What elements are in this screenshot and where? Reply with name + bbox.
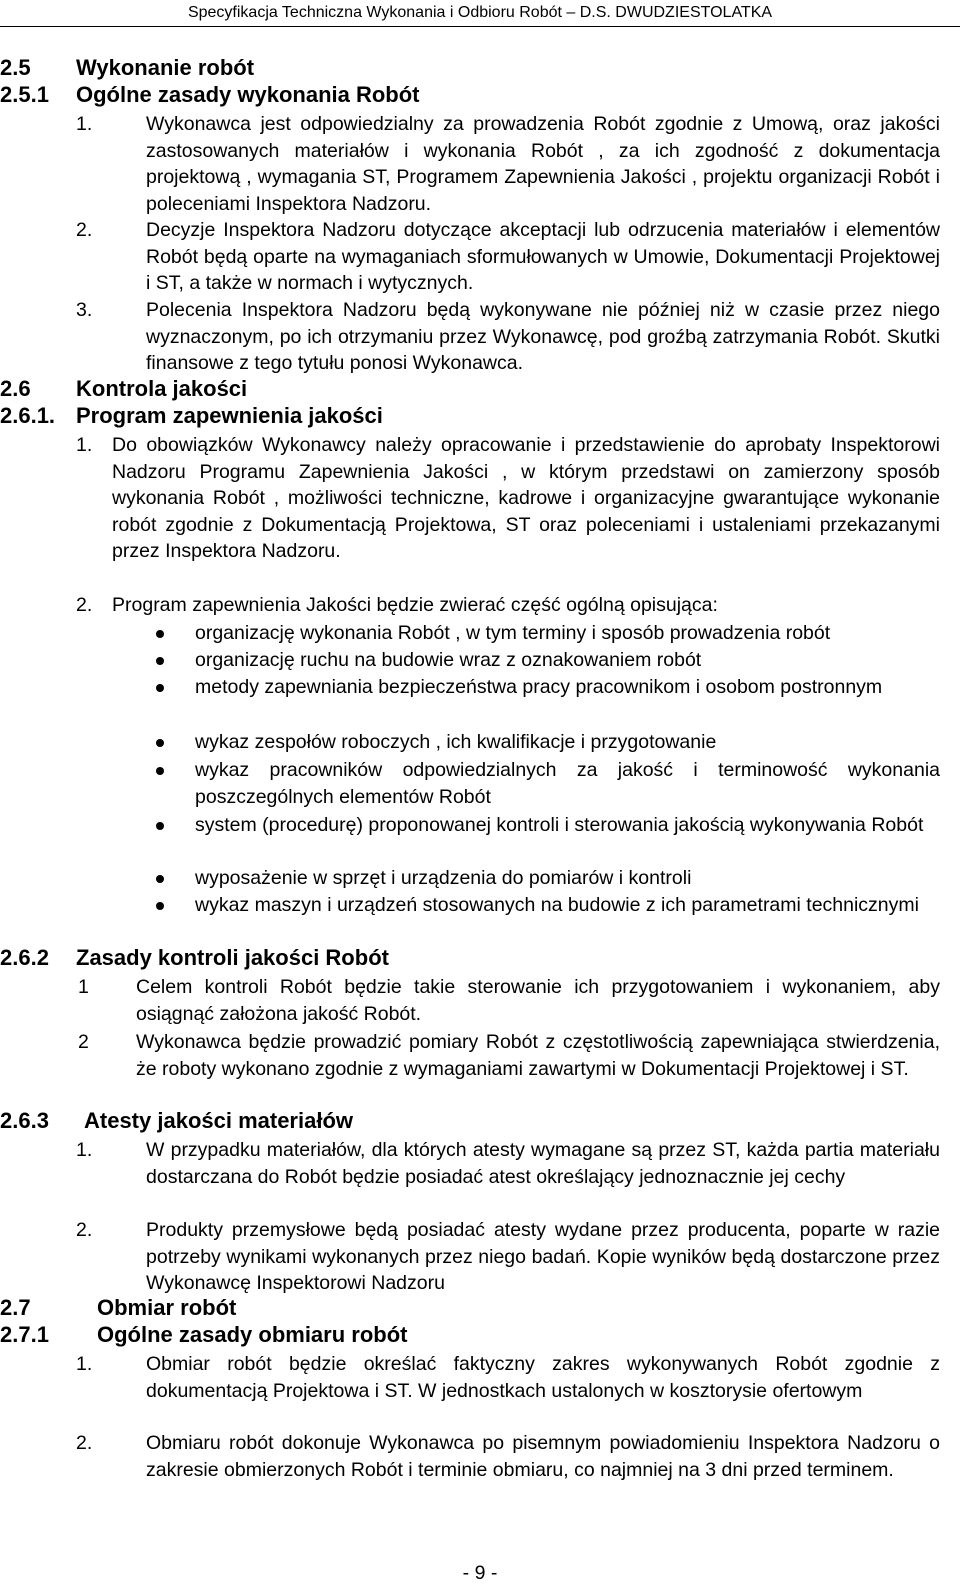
page-number: - 9 - [462, 1562, 498, 1584]
item-number: 1 [78, 976, 89, 998]
item-number: 1. [76, 1139, 93, 1161]
list-item [76, 1430, 940, 1510]
item-text: Wykonawca będzie prowadzić pomiary Robót z częstotliwością zapewniająca stwierdzenia, że roboty wykonano zgodnie z wymaganiami zawartymi w Dokumentacji Projektowej i ST. [136, 1031, 940, 1080]
bullet-text: wykaz zespołów roboczych , ich kwalifikacje i przygotowanie [195, 731, 717, 753]
item-number: 2 [78, 1031, 89, 1053]
list-item [76, 592, 940, 619]
heading-title: Ogólne zasady wykonania Robót [76, 82, 420, 107]
item-text: W przypadku materiałów, dla których atesty wymagane są przez ST, każda partia materiału dostarczana do Robót będzie posiadać atest określający jednoznacznie jej cechy [146, 1139, 940, 1188]
item-text: Do obowiązków Wykonawcy należy opracowanie i przedstawienie do aprobaty Inspektorowi Nadzoru Programu Zapewnienia Jakości , w którym przedstawi on zamierzony sposób wykonania Robót , możliwości techniczne, kadrowe i organizacyjne gwarantujące wykonanie robót zgodnie z Dokumentacją Projektowa, ST oraz poleceniami i ustaleniami przekazanymi przez Inspektora Nadzoru. [112, 434, 940, 562]
list-item [76, 432, 940, 592]
item-text: Wykonawca jest odpowiedzialny za prowadzenia Robót zgodnie z Umową, oraz jakości zastosowanych materiałów i wykonania Robót , za ich zgodność z dokumentacja projektową , wymagania ST, Programem Zapewnienia Jakości , projektu organizacji Robót i poleceniami Inspektora Nadzoru. [146, 113, 940, 215]
list-item [76, 1351, 940, 1431]
bullet-text: wykaz pracowników odpowiedzialnych za jakość i terminowość wykonania poszczególnych elementów Robót [195, 759, 940, 808]
bullet-text: organizację ruchu na budowie wraz z oznakowaniem robót [195, 649, 702, 671]
heading-number: 2.6.1. [0, 403, 56, 428]
item-number: 2. [76, 594, 93, 616]
list-item [76, 297, 940, 377]
item-number: 2. [76, 1432, 93, 1454]
item-number: 1. [76, 1353, 93, 1375]
bullet-text: system (procedurę) proponowanej kontroli i sterowania jakością wykonywania Robót [195, 814, 924, 836]
bullet-text: organizację wykonania Robót , w tym terminy i sposób prowadzenia robót [195, 622, 831, 644]
heading-title: Zasady kontroli jakości Robót [76, 945, 389, 970]
bullet-text: wykaz maszyn i urządzeń stosowanych na budowie z ich parametrami technicznymi [195, 894, 919, 916]
heading-title: Kontrola jakości [76, 376, 248, 401]
bullet-text: metody zapewniania bezpieczeństwa pracy pracownikom i osobom postronnym [195, 676, 883, 698]
item-text: Obmiar robót będzie określać faktyczny zakres wykonywanych Robót zgodnie z dokumentacją Projektowa i ST. W jednostkach ustalonych w kosztorysie ofertowym [146, 1353, 940, 1402]
bullet-text: wyposażenie w sprzęt i urządzenia do pomiarów i kontroli [195, 867, 692, 889]
heading-title: Wykonanie robót [76, 55, 255, 80]
item-number: 2. [76, 1219, 93, 1241]
heading-number: 2.5.1 [0, 82, 49, 107]
heading-number: 2.6.3 [0, 1108, 49, 1133]
item-text: Celem kontroli Robót będzie takie sterowanie ich przygotowaniem i wykonaniem, aby osiągnąć założona jakość Robót. [136, 976, 940, 1025]
item-text: Obmiaru robót dokonuje Wykonawca po pisemnym powiadomieniu Inspektora Nadzoru o zakresie obmierzonych Robót i terminie obmiaru, co najmniej na 3 dni przed terminem. [146, 1432, 940, 1481]
heading-number: 2.5 [0, 55, 31, 80]
list-item [76, 1217, 940, 1297]
list-item [76, 1137, 940, 1217]
heading-number: 2.7.1 [0, 1322, 49, 1347]
heading-title: Atesty jakości materiałów [84, 1108, 354, 1133]
list-item [76, 111, 940, 215]
bullet-icon [156, 630, 164, 638]
heading-number: 2.6 [0, 376, 31, 401]
list-item [78, 974, 940, 1028]
heading-title: Obmiar robót [97, 1295, 237, 1320]
running-header: Specyfikacja Techniczna Wykonania i Odbioru Robót – D.S. DWUDZIESTOLATKA [0, 0, 960, 27]
item-number: 1. [76, 434, 93, 456]
list-item [76, 217, 940, 297]
bullet-icon [156, 739, 164, 747]
bullet-icon [156, 684, 164, 692]
bullet-icon [156, 767, 164, 775]
bullet-icon [156, 822, 164, 830]
heading-title: Program zapewnienia jakości [76, 403, 383, 428]
item-text: Decyzje Inspektora Nadzoru dotyczące akceptacji lub odrzucenia materiałów i elementów Robót będą oparte na wymaganiach sformułowanych w Umowie, Dokumentacji Projektowej i ST, a także w normach i wytycznych. [146, 219, 940, 294]
heading-number: 2.6.2 [0, 945, 49, 970]
heading-title: Ogólne zasady obmiaru robót [97, 1322, 408, 1347]
bullet-icon [156, 902, 164, 910]
item-number: 2. [76, 219, 93, 241]
item-number: 3. [76, 299, 93, 321]
heading-number: 2.7 [0, 1295, 31, 1320]
item-text: Polecenia Inspektora Nadzoru będą wykonywane nie później niż w czasie przez niego wyznaczonym, po ich otrzymaniu przez Wykonawcę, pod groźbą zatrzymania Robót. Skutki finansowe z tego tytułu ponosi Wykonawca. [146, 299, 940, 374]
list-item [78, 1029, 940, 1109]
item-number: 1. [76, 113, 93, 135]
item-text: Produkty przemysłowe będą posiadać atesty wydane przez producenta, poparte w razie potrzeby wynikami wykonanych przez niego badań. Kopie wyników będą dostarczone przez Wykonawcę Inspektorowi Nadzoru [146, 1219, 940, 1294]
item-text: Program zapewnienia Jakości będzie zwierać część ogólną opisująca: [112, 594, 718, 616]
bullet-icon [156, 657, 164, 665]
bullet-icon [156, 875, 164, 883]
